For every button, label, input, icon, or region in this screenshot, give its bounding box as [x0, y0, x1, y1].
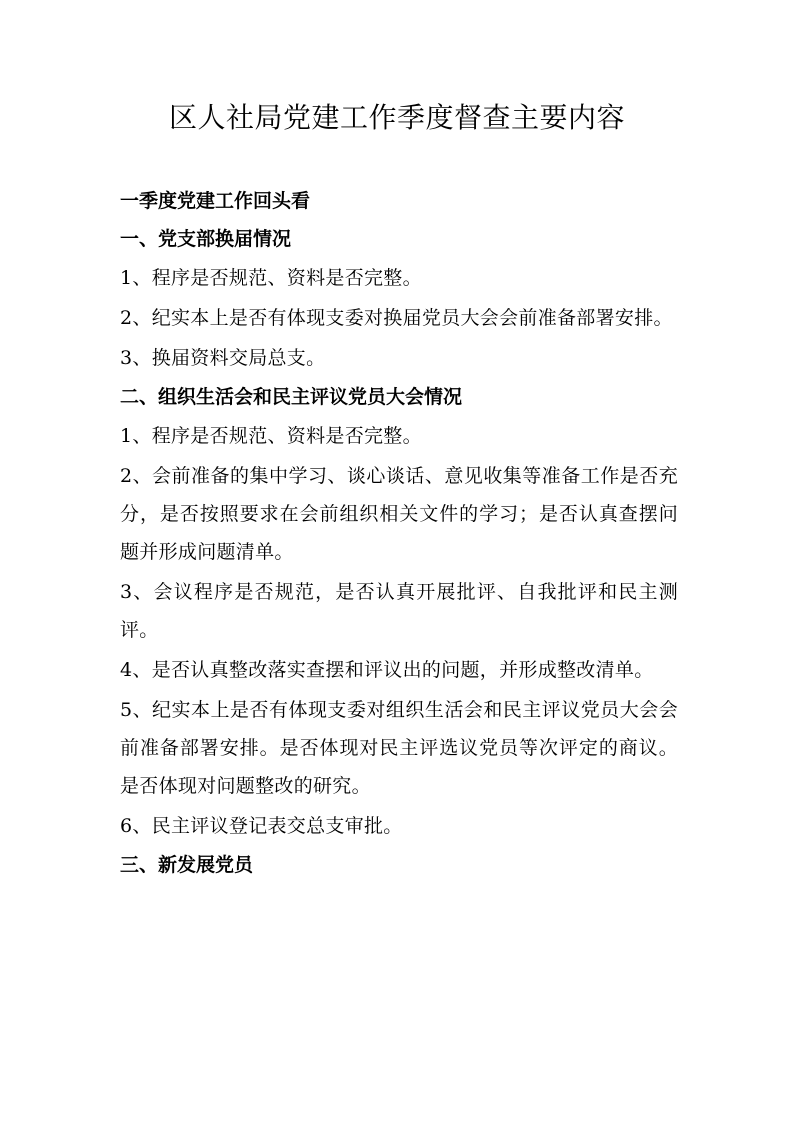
section-1-item-3: 3、换届资料交局总支。: [120, 347, 326, 369]
section-1-item-2: 2、纪实本上是否有体现支委对换届党员大会会前准备部署安排。: [120, 307, 673, 329]
section-2-item-6: 6、民主评议登记表交总支审批。: [120, 815, 403, 837]
section-2-item-2: 2、会前准备的集中学习、谈心谈话、意见收集等准备工作是否充分，是否按照要求在会前组织相关文件的学习；是否认真查摆问题并形成问题清单。: [120, 465, 678, 563]
document-subtitle: 一季度党建工作回头看: [120, 190, 311, 212]
section-1-item-1: 1、程序是否规范、资料是否完整。: [120, 267, 422, 289]
section-2-item-5: 5、纪实本上是否有体现支委对组织生活会和民主评议党员大会会前准备部署安排。是否体现对民主评选议党员等次评定的商议。是否体现对问题整改的研究。: [120, 699, 678, 797]
section-heading-1: 一、党支部换届情况: [120, 228, 292, 250]
section-2-item-3: 3、会议程序是否规范，是否认真开展批评、自我批评和民主测评。: [120, 581, 678, 641]
document-body: [120, 183, 678, 885]
section-2-item-4: 4、是否认真整改落实查摆和评议出的问题，并形成整改清单。: [120, 659, 654, 681]
document-title: 区人社局党建工作季度督查主要内容: [168, 101, 625, 134]
section-heading-3: 三、新发展党员: [120, 854, 254, 876]
section-heading-2: 二、组织生活会和民主评议党员大会情况: [120, 386, 463, 408]
section-2-item-1: 1、程序是否规范、资料是否完整。: [120, 425, 422, 447]
